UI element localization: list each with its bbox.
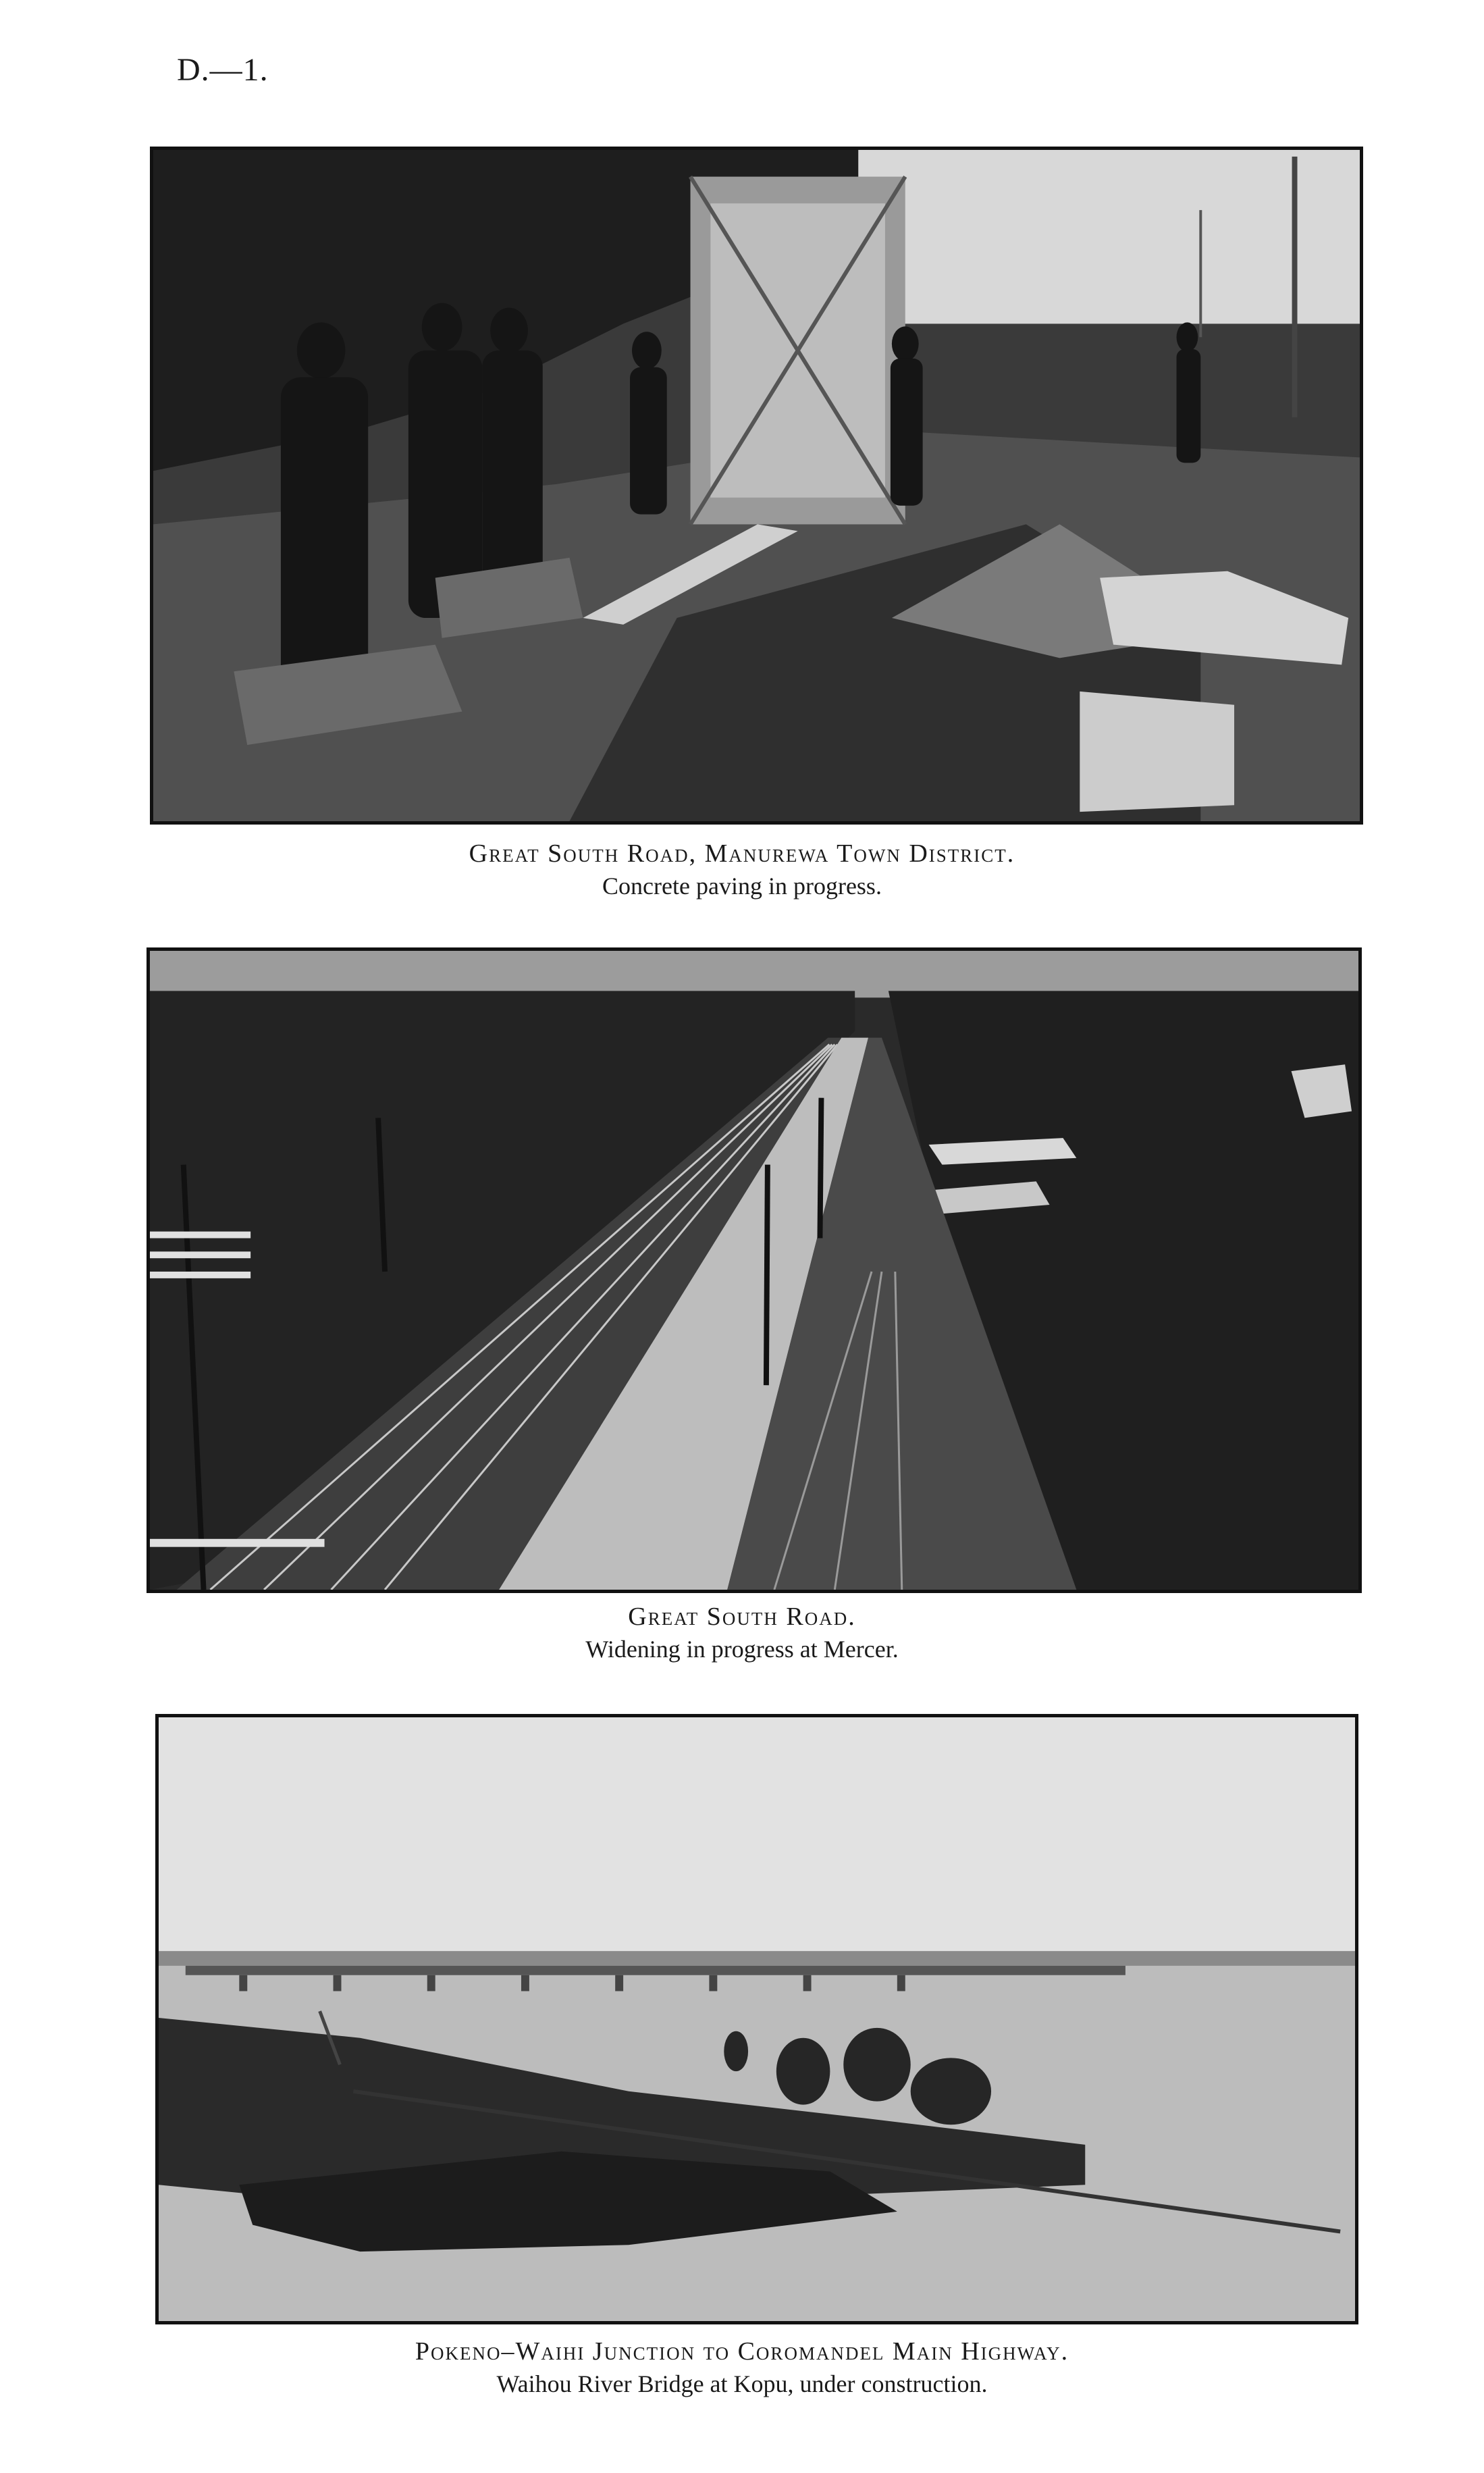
caption-concrete-paving [0,837,1484,902]
page-reference: D.—1. [177,52,269,88]
photo-concrete-paving [150,147,1363,825]
caption-waihou-river-bridge [0,2335,1484,2400]
caption-title: Pokeno–Waihi Junction to Coromandel Main Highway. [415,2337,1069,2366]
photo-road-widening [147,947,1362,1593]
photo-waihou-river-bridge [155,1714,1358,2324]
caption-title: Great South Road. [628,1603,856,1631]
caption-subtitle: Waihou River Bridge at Kopu, under construction. [496,2370,988,2397]
caption-title: Great South Road, Manurewa Town District. [469,839,1015,868]
caption-subtitle: Widening in progress at Mercer. [585,1636,899,1663]
caption-road-widening [0,1600,1484,1665]
caption-subtitle: Concrete paving in progress. [602,873,882,900]
